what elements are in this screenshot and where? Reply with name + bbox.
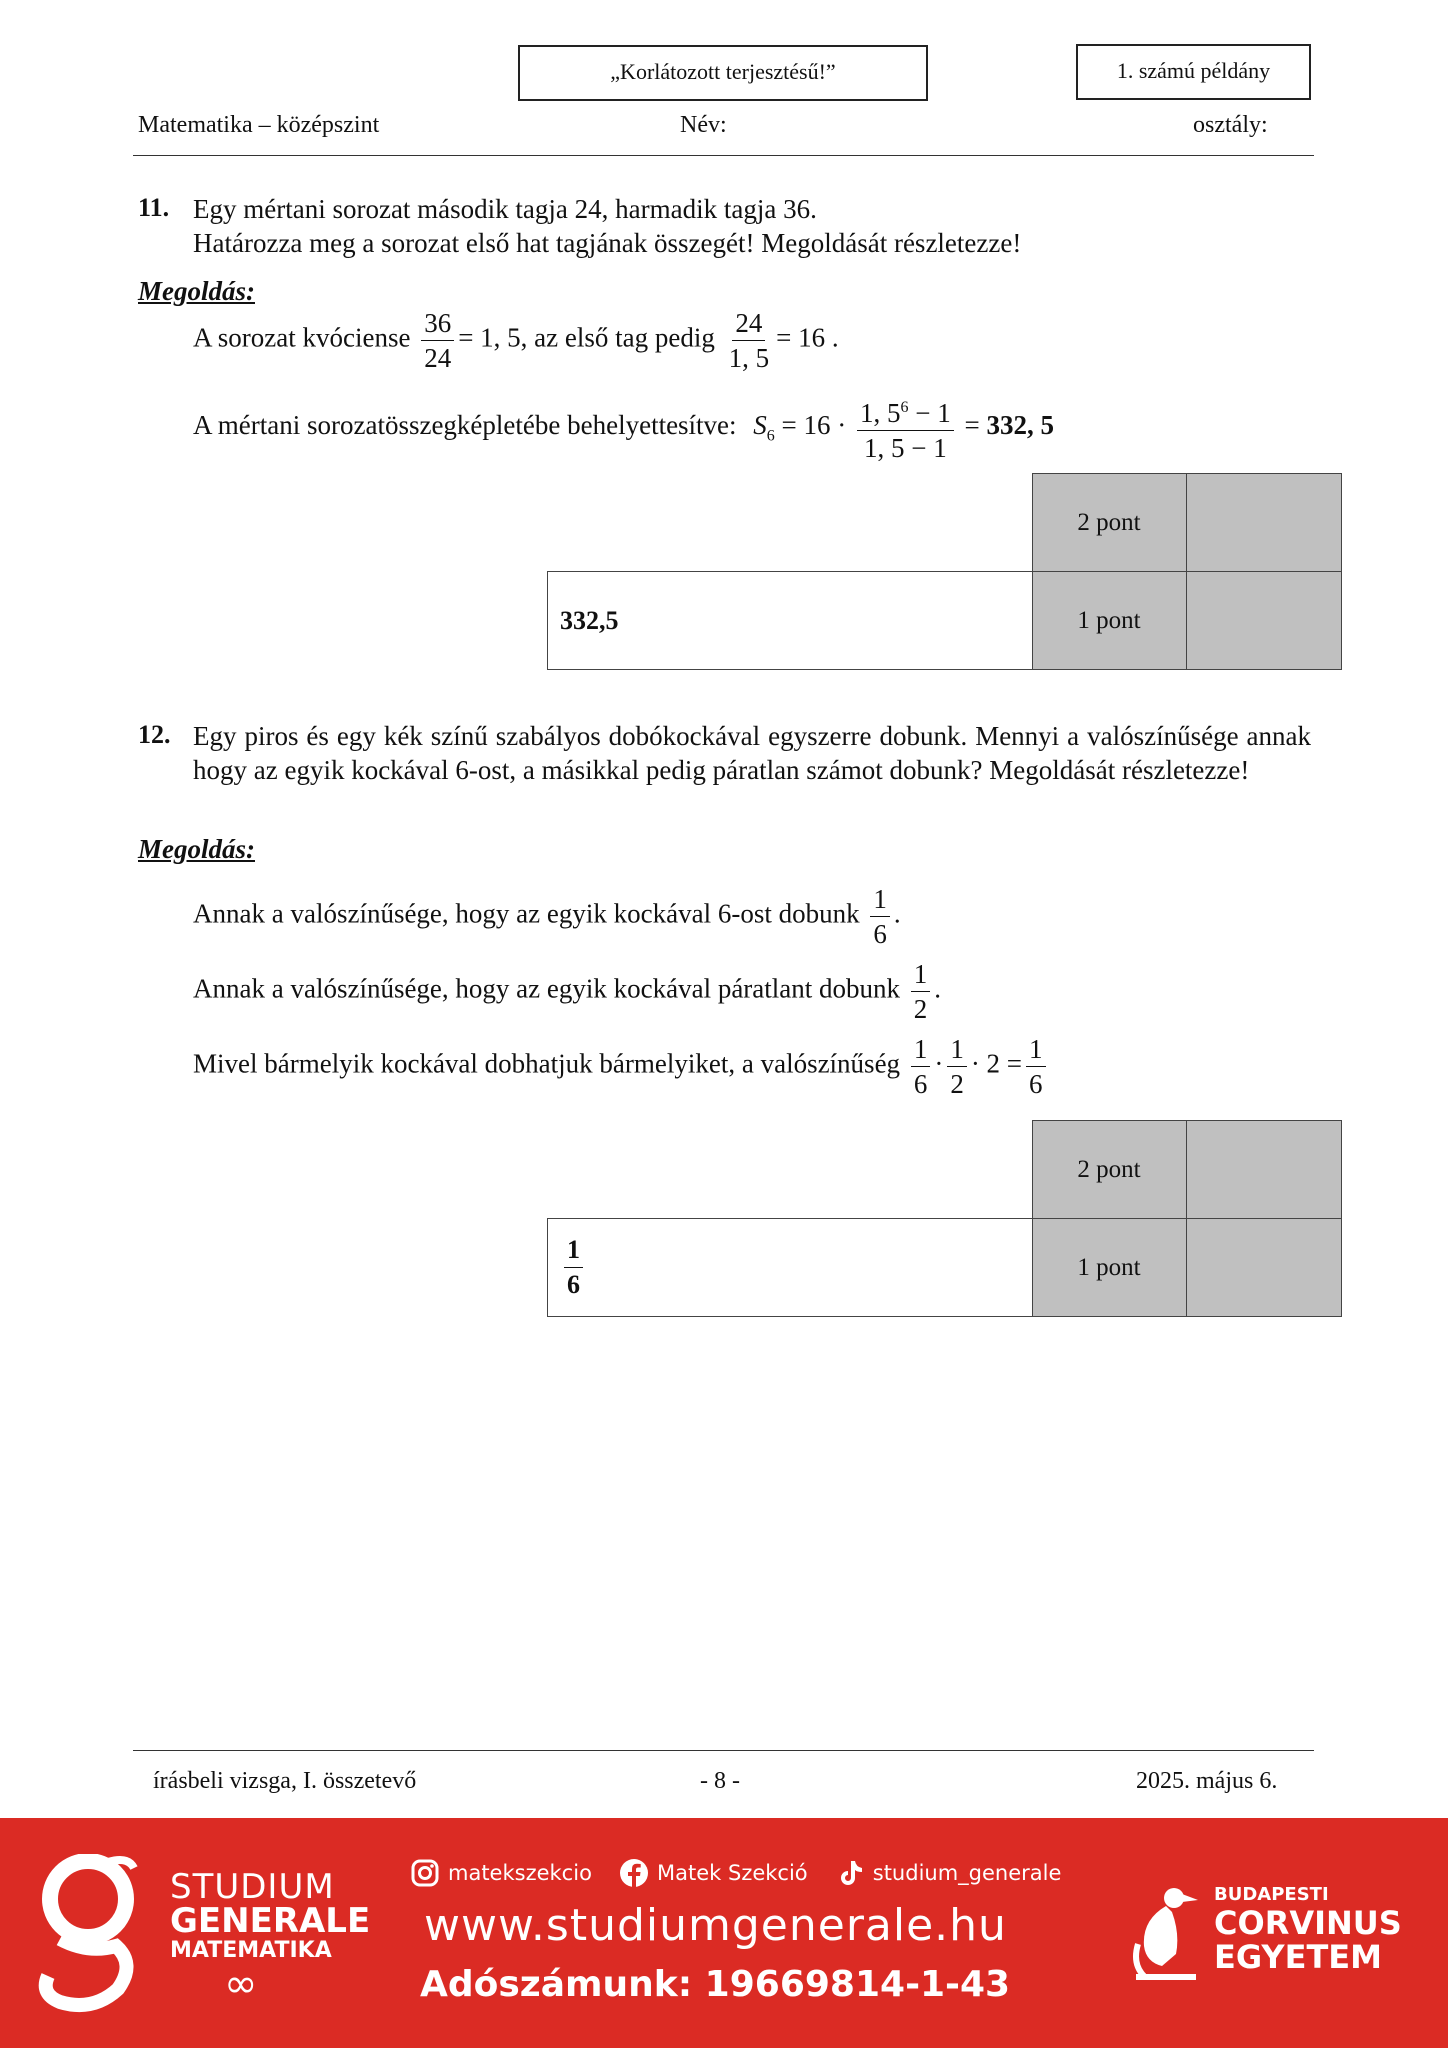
fraction-denominator: 1, 5 − 1 — [864, 433, 947, 463]
q12-points-cell-1: 2 pont — [1032, 1121, 1186, 1219]
q11-score-cell-1[interactable] — [1186, 474, 1341, 572]
fraction-denominator: 24 — [424, 343, 452, 373]
footer-page-number: - 8 - — [700, 1768, 740, 1794]
q11-score-cell-2[interactable] — [1186, 572, 1341, 670]
table-row — [548, 474, 1342, 572]
instagram-handle: matekszekcio — [448, 1861, 592, 1885]
table-row — [548, 1121, 1342, 1219]
fraction-denominator: 6 — [567, 1270, 580, 1299]
fraction-numerator: 1 — [1026, 1034, 1046, 1067]
brand-line-1: STUDIUM — [170, 1867, 335, 1907]
q12-answer-cell — [548, 1219, 1033, 1317]
fraction-denominator: 1, 5 — [728, 343, 770, 373]
tiktok-icon — [835, 1858, 865, 1888]
corvinus-brand — [1214, 1884, 1402, 1974]
q11-fraction-24-15 — [726, 308, 773, 373]
copy-number-box — [1076, 44, 1311, 100]
fraction-denominator: 6 — [873, 919, 887, 949]
subject-label: Matematika – középszint — [138, 112, 380, 138]
question-12-solution-label: Megoldás: — [138, 834, 255, 864]
sponsor-banner — [0, 1818, 1448, 2048]
fraction-denominator: 2 — [913, 994, 928, 1024]
q11-sum-symbol: S — [753, 410, 767, 441]
q11-first-term-text: , az első tag pedig — [520, 322, 715, 353]
q11-quotient-value: = 1, 5 — [458, 322, 521, 353]
fraction-numerator: 1 — [911, 959, 931, 992]
fraction-numerator — [857, 393, 954, 431]
class-label: osztály: — [1193, 112, 1268, 138]
q11-quotient-line — [193, 308, 839, 373]
question-11-text-line1: Egy mértani sorozat második tagja 24, harmadik tagja 36. — [193, 194, 817, 224]
q12-fraction-1-2 — [911, 959, 931, 1024]
q12-line-2-end: . — [934, 973, 942, 1004]
header-rule — [133, 155, 1314, 156]
q12-score-table — [547, 1120, 1342, 1317]
fraction-numerator: 1 — [911, 1034, 931, 1067]
tiktok-link[interactable] — [835, 1858, 1062, 1888]
website-link[interactable]: www.studiumgenerale.hu — [424, 1900, 1007, 1951]
q12-line-3-mid: · 2 = — [970, 1048, 1023, 1079]
q11-sum-text: A mértani sorozatösszegképletébe behelyettesítve: — [193, 410, 737, 441]
instagram-link[interactable] — [410, 1858, 592, 1888]
q11-fraction-36-24 — [421, 308, 454, 373]
q11-sum-index: 6 — [766, 427, 775, 445]
numerator-base: 1, 5 — [860, 398, 901, 428]
empty-cell — [548, 1121, 1033, 1219]
question-12-text: Egy piros és egy kék színű szabályos dobókockával egyszerre dobunk. Mennyi a valószínűsége annak hogy az egyik kockával 6-ost, a másikkal pedig páratlan számot dobunk? Megoldását részletezze! — [193, 721, 1311, 785]
q12-line-1-text: Annak a valószínűsége, hogy az egyik kockával 6-ost dobunk — [193, 898, 860, 929]
fraction-numerator: 1 — [564, 1235, 583, 1268]
social-links — [410, 1858, 1083, 1892]
table-row — [548, 572, 1342, 670]
fraction-numerator: 1 — [870, 884, 890, 917]
fraction-denominator: 6 — [1029, 1069, 1043, 1099]
q11-sum-fraction — [857, 393, 954, 463]
q12-line-3-fraction-b — [947, 1034, 967, 1099]
q11-sum-line — [193, 393, 1054, 463]
question-12-number: 12. — [138, 720, 171, 749]
q11-answer-cell: 332,5 — [548, 572, 1033, 670]
corvinus-raven-logo-icon — [1132, 1884, 1200, 1984]
numerator-rest: − 1 — [908, 398, 951, 428]
q11-quotient-text: A sorozat kvóciense — [193, 322, 411, 353]
facebook-icon — [619, 1858, 649, 1888]
q12-line-3-fraction-a — [911, 1034, 931, 1099]
q12-answer-fraction — [564, 1235, 583, 1300]
facebook-link[interactable] — [619, 1858, 808, 1888]
q11-points-cell-2: 1 pont — [1032, 572, 1186, 670]
q11-first-term-value: = 16 . — [776, 322, 839, 353]
footer-date: 2025. május 6. — [1136, 1768, 1278, 1794]
restricted-label: „Korlátozott terjesztésű!” — [610, 59, 836, 84]
q11-sum-eq: = 16 · — [781, 410, 847, 441]
studium-brand — [170, 1867, 371, 2007]
studium-generale-logo-icon — [38, 1854, 138, 2014]
q12-score-cell-2[interactable] — [1186, 1219, 1341, 1317]
fraction-numerator: 1 — [947, 1034, 967, 1067]
instagram-icon — [410, 1858, 440, 1888]
footer-exam-label: írásbeli vizsga, I. összetevő — [153, 1768, 417, 1794]
footer-rule — [133, 1750, 1314, 1751]
q12-score-cell-1[interactable] — [1186, 1121, 1341, 1219]
facebook-handle: Matek Szekció — [657, 1861, 808, 1885]
q11-sum-result: 332, 5 — [986, 410, 1054, 441]
corvinus-line-1: BUDAPESTI — [1214, 1884, 1329, 1905]
copy-number-label: 1. számú példány — [1116, 58, 1271, 83]
q12-fraction-1-6 — [870, 884, 890, 949]
restricted-distribution-box — [518, 45, 928, 101]
q12-line-3 — [193, 1034, 1050, 1099]
q12-line-1 — [193, 884, 901, 949]
q12-points-cell-2: 1 pont — [1032, 1219, 1186, 1317]
brand-line-3: MATEMATIKA — [170, 1938, 332, 1963]
corvinus-line-3: EGYETEM — [1214, 1938, 1382, 1976]
brand-line-2: GENERALE — [170, 1901, 371, 1941]
q11-sum-equals: = — [964, 410, 980, 441]
empty-cell — [548, 474, 1033, 572]
fraction-denominator: 2 — [950, 1069, 964, 1099]
infinity-icon: ∞ — [224, 1961, 258, 2007]
question-11-number: 11. — [138, 193, 170, 222]
fraction-numerator: 24 — [732, 308, 765, 341]
q12-line-1-end: . — [893, 898, 901, 929]
q12-line-2 — [193, 959, 941, 1024]
fraction-numerator: 36 — [421, 308, 454, 341]
tax-number: Adószámunk: 19669814-1-43 — [420, 1964, 1011, 2005]
q12-line-3-text: Mivel bármelyik kockával dobhatjuk bármelyiket, a valószínűség — [193, 1048, 901, 1079]
q12-line-3-dot: · — [934, 1048, 944, 1079]
tiktok-handle: studium_generale — [872, 1861, 1062, 1885]
corvinus-line-2: CORVINUS — [1214, 1904, 1402, 1942]
q12-line-2-text: Annak a valószínűsége, hogy az egyik kockával páratlant dobunk — [193, 973, 901, 1004]
table-row — [548, 1219, 1342, 1317]
q11-points-cell-1: 2 pont — [1032, 474, 1186, 572]
q12-line-3-fraction-c — [1026, 1034, 1046, 1099]
question-11-solution-label: Megoldás: — [138, 276, 255, 306]
fraction-denominator: 6 — [913, 1069, 928, 1099]
question-11-text-line2: Határozza meg a sorozat első hat tagjának összegét! Megoldását részletezze! — [193, 228, 1022, 258]
q11-score-table — [547, 473, 1342, 670]
numerator-exponent: 6 — [900, 399, 909, 416]
name-label: Név: — [680, 112, 727, 138]
